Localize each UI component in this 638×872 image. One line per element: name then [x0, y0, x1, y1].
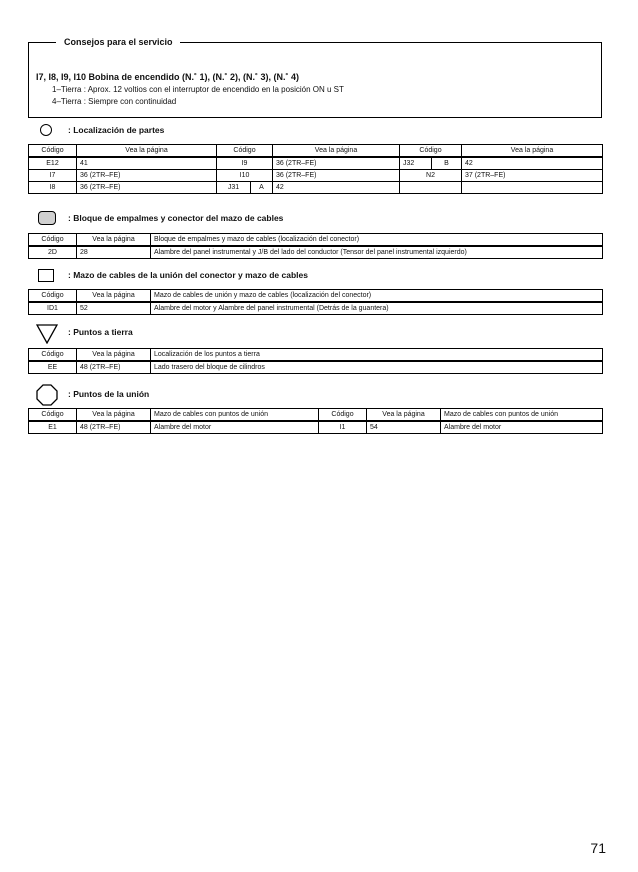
cell-page: 41 [77, 157, 217, 170]
header-cell: Vea la página [77, 234, 151, 247]
box-top-rule-left [28, 42, 56, 43]
header-cell: Mazo de cables de unión y mazo de cables (localización del conector) [151, 290, 603, 303]
junction-block-icon [38, 211, 56, 225]
service-tips-line: 4–Tierra : Siempre con continuidad [52, 97, 177, 106]
table-header-row [29, 145, 603, 158]
header-cell: Mazo de cables con puntos de unión [441, 409, 603, 422]
table-row [29, 157, 603, 170]
header-cell: Vea la página [77, 349, 151, 362]
cell-description: Alambre del motor [151, 421, 319, 434]
triangle-down-icon [36, 324, 58, 344]
service-tips-title: Consejos para el servicio [64, 37, 173, 47]
ground-points-table [28, 348, 603, 374]
cell-code: I7 [29, 170, 77, 182]
table-row [29, 302, 603, 315]
cell-code [400, 182, 462, 194]
header-cell: Vea la página [77, 145, 217, 158]
box-top-rule-right [180, 42, 602, 43]
cell-page: 42 [273, 182, 400, 194]
header-cell: Mazo de cables con puntos de unión [151, 409, 319, 422]
header-cell: Vea la página [77, 290, 151, 303]
cell-code: 2D [29, 246, 77, 259]
header-cell: Código [217, 145, 273, 158]
splice-points-table [28, 408, 603, 434]
service-tips-line: 1–Tierra : Aprox. 12 voltios con el interruptor de encendido en la posición ON u ST [52, 85, 344, 94]
cell-code: E1 [29, 421, 77, 434]
cell-page: 42 [462, 157, 603, 170]
cell-page: 52 [77, 302, 151, 315]
cell-description: Alambre del motor y Alambre del panel instrumental (Detrás de la guantera) [151, 302, 603, 315]
section-title-splice: : Puntos de la unión [68, 389, 150, 399]
cell-code: E12 [29, 157, 77, 170]
table-row [29, 361, 603, 374]
cell-description: Alambre del panel instrumental y J/B del lado del conductor (Tensor del panel instrumental izquierdo) [151, 246, 603, 259]
cell-code: I9 [217, 157, 273, 170]
header-cell: Localización de los puntos a tierra [151, 349, 603, 362]
octagon-icon [36, 384, 58, 406]
section-title-junction-block: : Bloque de empalmes y conector del mazo de cables [68, 213, 284, 223]
parts-location-table [28, 144, 603, 194]
cell-code: I8 [29, 182, 77, 194]
cell-code: J31 [217, 182, 251, 194]
page-number: 71 [590, 840, 606, 856]
cell-code: ID1 [29, 302, 77, 315]
header-cell: Código [29, 349, 77, 362]
table-header-row [29, 409, 603, 422]
section-title-parts: : Localización de partes [68, 125, 165, 135]
cell-page: 28 [77, 246, 151, 259]
square-icon [38, 269, 54, 282]
table-header-row [29, 290, 603, 303]
table-row [29, 170, 603, 182]
circle-icon [40, 124, 52, 136]
table-header-row [29, 349, 603, 362]
harness-joint-table [28, 289, 603, 315]
cell-page: 48 (2TR–FE) [77, 361, 151, 374]
table-row [29, 246, 603, 259]
header-cell: Código [29, 145, 77, 158]
header-cell: Vea la página [462, 145, 603, 158]
cell-sub: A [251, 182, 273, 194]
header-cell: Vea la página [77, 409, 151, 422]
table-header-row [29, 234, 603, 247]
cell-code: EE [29, 361, 77, 374]
cell-description: Alambre del motor [441, 421, 603, 434]
cell-page: 36 (2TR–FE) [273, 157, 400, 170]
cell-page: 36 (2TR–FE) [77, 170, 217, 182]
section-title-harness-joint: : Mazo de cables de la unión del conector y mazo de cables [68, 270, 308, 280]
header-cell: Código [29, 290, 77, 303]
cell-code: J32 [400, 157, 432, 170]
section-title-ground: : Puntos a tierra [68, 327, 133, 337]
header-cell: Código [319, 409, 367, 422]
cell-page: 36 (2TR–FE) [273, 170, 400, 182]
header-cell: Vea la página [367, 409, 441, 422]
cell-description: Lado trasero del bloque de cilindros [151, 361, 603, 374]
cell-sub: B [432, 157, 462, 170]
table-row [29, 182, 603, 194]
header-cell: Vea la página [273, 145, 400, 158]
cell-page: 37 (2TR–FE) [462, 170, 603, 182]
service-tips-heading: I7, I8, I9, I10 Bobina de encendido (N.˚ 1), (N.˚ 2), (N.˚ 3), (N.˚ 4) [36, 72, 300, 82]
junction-block-table [28, 233, 603, 259]
cell-page: 36 (2TR–FE) [77, 182, 217, 194]
cell-code: I10 [217, 170, 273, 182]
header-cell: Código [29, 234, 77, 247]
header-cell: Bloque de empalmes y mazo de cables (localización del conector) [151, 234, 603, 247]
cell-page: 48 (2TR–FE) [77, 421, 151, 434]
header-cell: Código [29, 409, 77, 422]
table-row [29, 421, 603, 434]
cell-page [462, 182, 603, 194]
header-cell: Código [400, 145, 462, 158]
cell-code: I1 [319, 421, 367, 434]
cell-code: N2 [400, 170, 462, 182]
cell-page: 54 [367, 421, 441, 434]
